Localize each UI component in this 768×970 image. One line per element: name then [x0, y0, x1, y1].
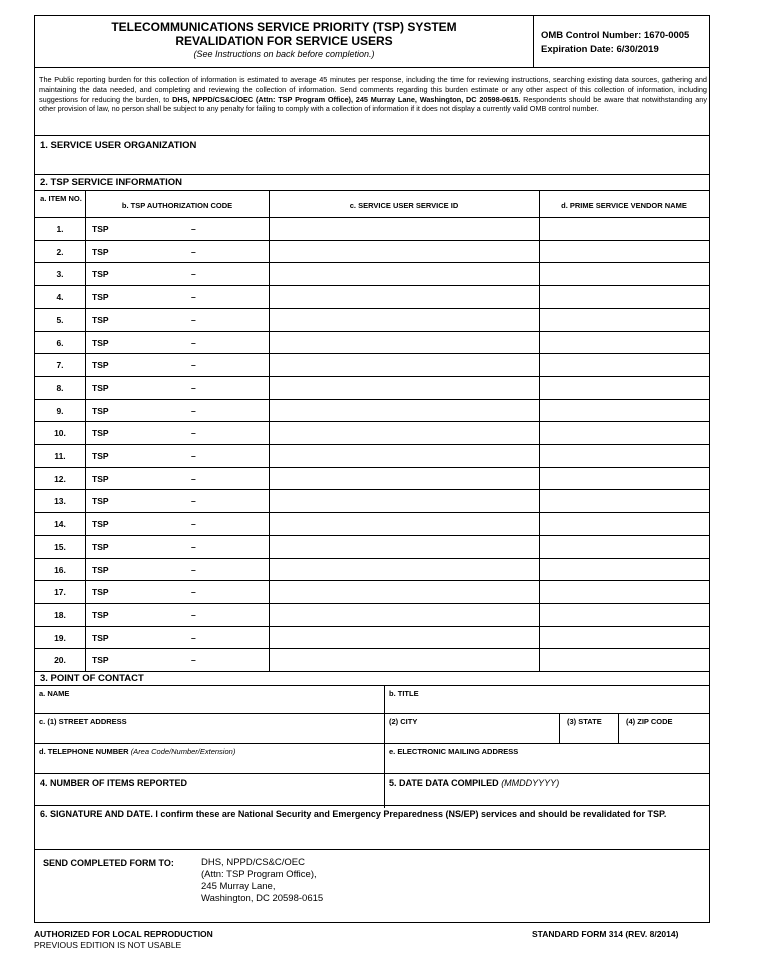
expiration-date: Expiration Date: 6/30/2019: [541, 44, 659, 55]
tsp-prefix: TSP: [92, 541, 109, 552]
code-dash: –: [191, 655, 196, 666]
code-dash: –: [191, 632, 196, 643]
item-number: 20.: [54, 655, 66, 666]
table-row: [35, 512, 709, 535]
section-4-label: 4. NUMBER OF ITEMS REPORTED: [40, 778, 188, 788]
item-number: 17.: [54, 587, 66, 598]
table-row: [35, 580, 709, 603]
code-dash: –: [191, 473, 196, 484]
table-row: [35, 535, 709, 558]
item-number: 7.: [56, 360, 64, 371]
telephone-label: d. TELEPHONE NUMBER (Area Code/Number/Extension): [39, 747, 236, 756]
title-line-1: TELECOMMUNICATIONS SERVICE PRIORITY (TSP) SYSTEM: [111, 20, 457, 34]
tsp-prefix: TSP: [92, 314, 109, 325]
title-label: b. TITLE: [389, 689, 419, 698]
name-label: a. NAME: [39, 689, 70, 698]
email-label: e. ELECTRONIC MAILING ADDRESS: [389, 747, 519, 756]
send-to-label: SEND COMPLETED FORM TO:: [43, 858, 174, 868]
city-label: (2) CITY: [389, 717, 418, 726]
item-number: 8.: [56, 382, 64, 393]
code-dash: –: [191, 496, 196, 507]
table-row: [35, 558, 709, 581]
code-dash: –: [191, 314, 196, 325]
item-number: 1.: [56, 224, 64, 234]
tsp-prefix: TSP: [92, 269, 109, 280]
burden-statement: The Public reporting burden for this collection of information is estimated to average 45 minutes per response, including the time for reviewing instructions, searching existing data sources, gathering and maintaining the data needed, and completing and reviewing the collection of information. Send comments regarding this burden estimate or any other aspect of this collection of information, including suggestions for reducing the burden, to DHS, NPPD/CS&C/OEC (Attn: TSP Program Office), 245 Murray Lane, Washington, DC 20598-0615. Respondents should be aware that notwithstanding any other provision of law, no person shall be subject to any penalty for failing to comply with a collection of information if it does not display a currently valid OMB control number.: [39, 75, 707, 114]
item-number: 11.: [54, 451, 66, 461]
code-dash: –: [191, 564, 196, 575]
section-1-label: 1. SERVICE USER ORGANIZATION: [40, 140, 197, 151]
item-number: 19.: [54, 632, 66, 643]
code-dash: –: [191, 541, 196, 552]
state-label: (3) STATE: [567, 717, 602, 726]
authorized-reproduction: AUTHORIZED FOR LOCAL REPRODUCTION: [34, 929, 213, 939]
item-number: 2.: [56, 246, 64, 257]
item-number: 15.: [54, 541, 66, 552]
item-number: 6.: [56, 337, 64, 348]
item-number: 14.: [54, 519, 66, 530]
table-row: [35, 376, 709, 399]
table-row: [35, 444, 709, 467]
send-to-address: DHS, NPPD/CS&C/OEC (Attn: TSP Program Office), 245 Murray Lane, Washington, DC 20598-0615: [201, 857, 324, 904]
tsp-prefix: TSP: [92, 519, 109, 530]
item-number: 9.: [56, 405, 64, 416]
tsp-prefix: TSP: [92, 382, 109, 393]
zip-code-label: (4) ZIP CODE: [626, 717, 673, 726]
tsp-item-rows: [35, 217, 709, 671]
section-3-label: 3. POINT OF CONTACT: [40, 673, 144, 684]
service-user-organization-field[interactable]: [35, 152, 709, 174]
tsp-prefix: TSP: [92, 473, 109, 484]
item-number: 16.: [54, 564, 66, 575]
omb-control-number: OMB Control Number: 1670-0005: [541, 30, 690, 41]
tsp-prefix: TSP: [92, 292, 109, 303]
table-row: [35, 285, 709, 308]
tsp-prefix: TSP: [92, 246, 109, 257]
item-number: 4.: [56, 292, 64, 303]
table-row: [35, 489, 709, 512]
tsp-prefix: TSP: [92, 564, 109, 575]
code-dash: –: [191, 224, 196, 234]
code-dash: –: [191, 587, 196, 598]
tsp-prefix: TSP: [92, 496, 109, 507]
table-row: [35, 240, 709, 263]
street-address-label: c. (1) STREET ADDRESS: [39, 717, 127, 726]
code-dash: –: [191, 360, 196, 371]
code-dash: –: [191, 451, 196, 461]
tsp-prefix: TSP: [92, 360, 109, 371]
section-5-label: 5. DATE DATA COMPILED (MMDDYYYY): [389, 778, 560, 788]
tsp-prefix: TSP: [92, 609, 109, 620]
title-line-2: REVALIDATION FOR SERVICE USERS: [175, 34, 393, 48]
code-dash: –: [191, 428, 196, 439]
section-2-label: 2. TSP SERVICE INFORMATION: [40, 177, 182, 188]
col-prime-service-vendor-name: d. PRIME SERVICE VENDOR NAME: [561, 201, 687, 210]
form-title: [35, 20, 533, 61]
code-dash: –: [191, 405, 196, 416]
table-row: [35, 626, 709, 649]
table-row: [35, 467, 709, 490]
item-number: 3.: [56, 269, 64, 280]
code-dash: –: [191, 292, 196, 303]
tsp-prefix: TSP: [92, 224, 109, 234]
tsp-prefix: TSP: [92, 587, 109, 598]
code-dash: –: [191, 269, 196, 280]
code-dash: –: [191, 246, 196, 257]
omb-block: [541, 29, 689, 57]
telephone-hint: (Area Code/Number/Extension): [130, 747, 236, 756]
previous-edition-note: PREVIOUS EDITION IS NOT USABLE: [34, 940, 182, 950]
code-dash: –: [191, 609, 196, 620]
code-dash: –: [191, 519, 196, 530]
item-number: 13.: [54, 496, 66, 507]
tsp-prefix: TSP: [92, 428, 109, 439]
item-number: 12.: [54, 473, 66, 484]
code-dash: –: [191, 337, 196, 348]
tsp-prefix: TSP: [92, 655, 109, 666]
tsp-revalidation-form: [34, 15, 710, 923]
tsp-prefix: TSP: [92, 337, 109, 348]
table-row: [35, 262, 709, 285]
col-service-user-service-id: c. SERVICE USER SERVICE ID: [349, 201, 459, 210]
tsp-prefix: TSP: [92, 632, 109, 643]
table-row: [35, 399, 709, 422]
table-row: [35, 421, 709, 444]
form-identifier: STANDARD FORM 314 (REV. 8/2014): [532, 929, 679, 939]
table-row: [35, 603, 709, 626]
date-format-hint: (MMDDYYYY): [501, 778, 560, 788]
table-row: [35, 308, 709, 331]
code-dash: –: [191, 382, 196, 393]
table-row: [35, 648, 709, 671]
form-subtitle: (See Instructions on back before completion.): [193, 49, 375, 59]
table-row: [35, 353, 709, 376]
table-row: [35, 331, 709, 354]
table-row: [35, 217, 709, 240]
item-number: 18.: [54, 609, 66, 620]
section-6-signature-label: 6. SIGNATURE AND DATE. I confirm these are National Security and Emergency Preparedness (NS/EP) services and should be revalidated for TSP.: [40, 809, 667, 819]
col-item-no: a. ITEM NO.: [40, 194, 82, 203]
item-number: 5.: [56, 314, 64, 325]
col-tsp-authorization-code: b. TSP AUTHORIZATION CODE: [121, 201, 233, 210]
item-number: 10.: [54, 428, 66, 439]
tsp-prefix: TSP: [92, 405, 109, 416]
tsp-prefix: TSP: [92, 451, 109, 461]
